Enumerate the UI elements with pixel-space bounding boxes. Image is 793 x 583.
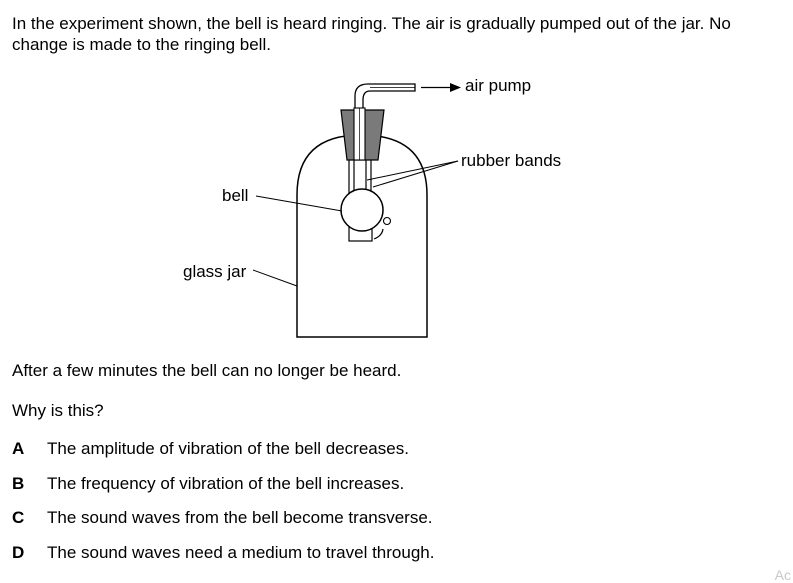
option-c[interactable] [12,507,433,528]
bell [341,189,383,231]
question-stem: In the experiment shown, the bell is heard ringing. The air is gradually pumped out of the jar. No change is made to the ringing bell. [12,14,731,54]
label-rubber-bands: rubber bands [461,151,562,170]
option-letter: C [12,508,25,527]
bell-striker [374,229,383,239]
option-d[interactable] [12,542,434,563]
option-text: The amplitude of vibration of the bell decreases. [47,439,409,458]
option-letter: A [12,439,25,458]
option-text: The frequency of vibration of the bell increases. [47,474,405,493]
label-air-pump: air pump [465,76,532,95]
option-text: The sound waves need a medium to travel through. [47,543,435,562]
air-pump-arrow [450,83,461,92]
option-letter: D [12,543,25,562]
corner-mark: Ac [774,567,791,583]
option-text: The sound waves from the bell become transverse. [47,508,433,527]
label-glass-jar: glass jar [183,262,247,281]
option-letter: B [12,474,25,493]
question-observation: After a few minutes the bell can no longer be heard. [12,361,402,380]
question-prompt: Why is this? [12,401,104,420]
option-a[interactable] [12,438,409,459]
label-bell: bell [222,186,249,205]
option-b[interactable] [12,473,404,494]
